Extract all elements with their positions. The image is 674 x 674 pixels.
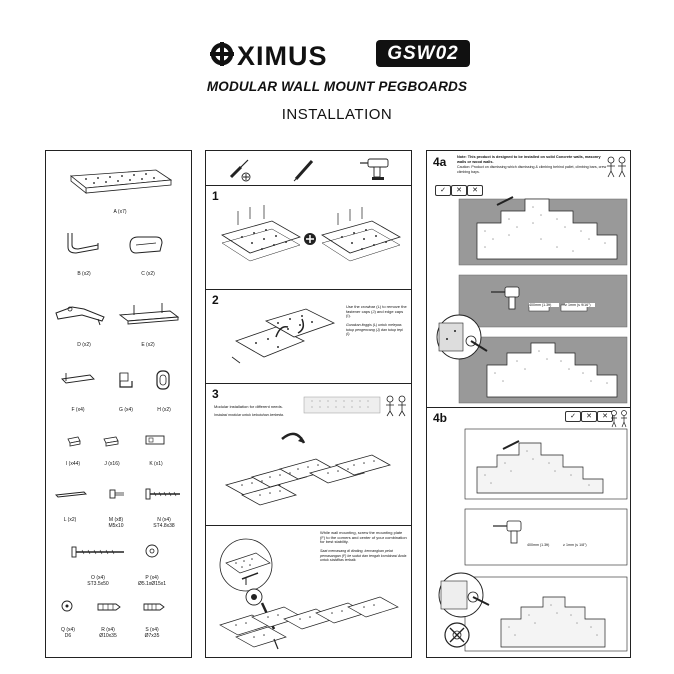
part-e-shelf-illustration xyxy=(116,301,182,329)
step-4a-distance-right: ≥ 1mm (≤ 9/16") xyxy=(565,303,595,307)
part-n-size: ST4.8x38 xyxy=(153,523,175,529)
part-r-size: Ø10x35 xyxy=(99,633,117,639)
step-4a-label: 4a xyxy=(433,155,447,169)
part-a-label: A (x7) xyxy=(113,209,127,215)
step-3-translation: Instalasi modular untuk kebutuhan berbeda. xyxy=(214,413,284,417)
mounting-detail-illustration xyxy=(212,530,408,655)
part-p-size: Ø5.1xØ15x1 xyxy=(137,581,167,587)
part-c-label: C (x2) xyxy=(141,271,155,277)
wall-type-b-no-2: ✕ xyxy=(597,411,613,422)
mounting-instruction: While wall mounting, screw the mounting plate (F) to the corners and center of your combination for best stability. xyxy=(320,530,407,545)
step-2-translation: Gunakan linggis (L) untuk melepas tutup pengencang (J) dan tutup tepi (I). xyxy=(346,323,403,337)
part-q-spacer-illustration xyxy=(60,599,74,613)
parts-panel xyxy=(45,150,192,658)
step-1-divider xyxy=(206,289,411,290)
part-p-label: P (x4) xyxy=(145,575,159,581)
part-b-hook-illustration xyxy=(64,229,104,257)
part-q-size: D6 xyxy=(64,633,72,639)
part-m-bolt-illustration xyxy=(108,487,126,501)
screwdriver-phillips-icon xyxy=(228,157,254,183)
wall-type-drywall-no: ✕ xyxy=(451,185,467,196)
brand-header xyxy=(208,38,468,70)
mounting-translation: Saat memasang di dinding, kencangkan pelat pemasangan (F) ke sudut dan tengah kombinasi Anda untuk stabilitas terbaik. xyxy=(320,549,407,563)
step-4b-distance-right: ≥ 1mm (≤ 1/8") xyxy=(563,543,593,547)
step-4b-detail-magnifier xyxy=(433,571,493,655)
part-n-label: N (x4) xyxy=(157,517,171,523)
step-3-wall-preview-illustration xyxy=(302,391,410,417)
part-p-washer-illustration xyxy=(144,543,160,559)
wall-type-b-ok: ✓ xyxy=(565,411,581,422)
svg-text:XIMUS: XIMUS xyxy=(237,41,328,71)
part-f-label: F (x4) xyxy=(71,407,85,413)
step-4a-wall-illustration xyxy=(457,175,629,405)
step-2-illustration xyxy=(226,301,346,375)
step-1-illustration xyxy=(212,199,407,281)
model-badge: GSW02 xyxy=(376,40,470,67)
document-subtitle: MODULAR WALL MOUNT PEGBOARDS xyxy=(206,79,468,94)
part-e-label: E (x2) xyxy=(141,342,155,348)
step-1-number: 1 xyxy=(212,189,219,203)
step-4a-caution: Caution: Product on dismissing which dismissing & climbing behind pallet, climbing bars, crew climbing bays. xyxy=(457,165,607,174)
part-r-label: R (x4) xyxy=(101,627,115,633)
part-m-size: M5x10 xyxy=(108,523,124,529)
drill-icon xyxy=(358,155,398,183)
step-4b-people-icon xyxy=(609,409,629,429)
part-g-clip-illustration xyxy=(116,369,136,391)
part-c-hook-illustration xyxy=(126,233,166,257)
step-4a-divider xyxy=(427,407,630,408)
part-o-size: ST3.5x50 xyxy=(87,581,109,587)
document-title: INSTALLATION xyxy=(281,106,393,123)
part-s-size: Ø7x35 xyxy=(144,633,160,639)
tools-divider xyxy=(206,185,411,186)
step-4a-note: Note: This product is designed to be installed on solid Concrete walls, masonry walls or wood walls. xyxy=(457,155,601,164)
step-3-divider xyxy=(206,525,411,526)
part-s-anchor-illustration xyxy=(142,601,166,613)
step-2-instruction: Use the crowbar (L) to remove the fastener caps (J) and edge caps (I). xyxy=(346,304,407,319)
mounting-panel xyxy=(426,150,631,658)
part-o-label: O (x4) xyxy=(91,575,105,581)
part-h-label: H (x2) xyxy=(157,407,171,413)
part-i-edge-cap-illustration xyxy=(66,435,82,447)
part-a-pegboard-illustration xyxy=(66,166,176,196)
step-3-combination-illustration xyxy=(212,423,408,523)
part-k-connector-illustration xyxy=(144,433,166,447)
step-3-instruction: Modular installation for different needs. xyxy=(214,404,283,409)
part-l-crowbar-illustration xyxy=(54,489,88,499)
step-4b-label: 4b xyxy=(433,411,448,425)
step-3-number: 3 xyxy=(212,387,219,401)
step-4a-detail-magnifier xyxy=(433,311,493,365)
part-h-ring-illustration xyxy=(154,369,172,391)
oximus-logo xyxy=(208,38,378,70)
part-o-screw-illustration xyxy=(70,545,128,559)
part-i-label: I (x44) xyxy=(65,461,81,467)
part-j-fastener-cap-illustration xyxy=(102,435,120,447)
part-r-anchor-illustration xyxy=(96,601,122,613)
wall-type-glass-no: ✕ xyxy=(467,185,483,196)
part-d-bracket-illustration xyxy=(54,299,108,327)
part-d-label: D (x2) xyxy=(77,342,91,348)
part-m-label: M (x8) xyxy=(108,517,124,523)
step-4b-distance-left: 400mm (1.3ft) xyxy=(527,543,557,547)
pencil-icon xyxy=(292,157,318,183)
step-2-number: 2 xyxy=(212,293,219,307)
wall-type-b-no-1: ✕ xyxy=(581,411,597,422)
step-4a-distance-left: 400mm (1.3ft) xyxy=(529,303,559,307)
step-2-divider xyxy=(206,383,411,384)
part-q-label: Q (x4) xyxy=(61,627,75,633)
part-n-screw-illustration xyxy=(144,487,184,501)
part-f-mounting-plate-illustration xyxy=(60,369,96,389)
part-b-label: B (x2) xyxy=(77,271,91,277)
wall-type-concrete-ok: ✓ xyxy=(435,185,451,196)
part-g-label: G (x4) xyxy=(119,407,133,413)
part-s-label: S (x4) xyxy=(145,627,159,633)
part-l-label: L (x2) xyxy=(63,517,77,523)
steps-panel xyxy=(205,150,412,658)
part-k-label: K (x1) xyxy=(149,461,163,467)
part-j-label: J (x16) xyxy=(104,461,120,467)
